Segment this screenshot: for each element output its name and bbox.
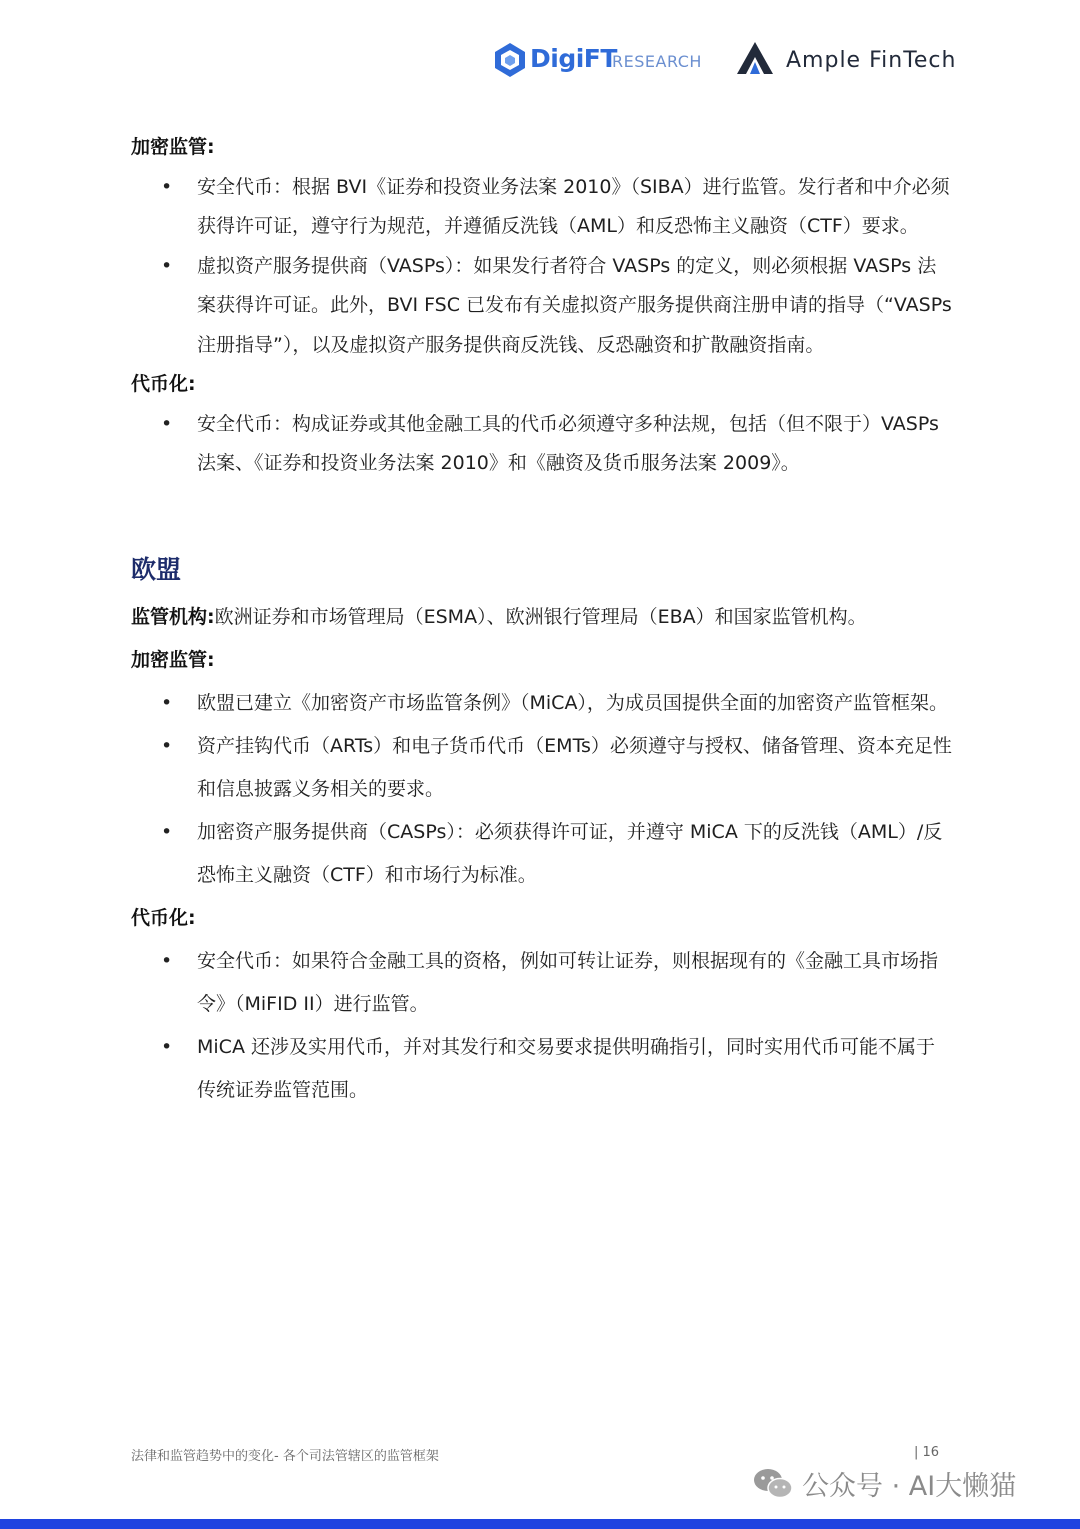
crypto-regulation-heading: 加密监管: [131, 648, 215, 671]
list-item: • 安全代币：构成证券或其他金融工具的代币必须遵守多种法规，包括（但不限于）VASPs 法案、《证券和投资业务法案 2010》和《融资及货币服务法案 2009》。 [131, 405, 953, 484]
accent-bar [0, 1519, 1080, 1529]
section-title: 欧盟 [131, 554, 182, 584]
bvi-crypto-list [131, 168, 953, 366]
bvi-token-list [131, 405, 953, 484]
regulator-label: 监管机构: [131, 605, 215, 628]
list-item: • 资产挂钩代币（ARTs）和电子货币代币（EMTs）必须遵守与授权、储备管理、资本充足性和信息披露义务相关的要求。 [131, 725, 953, 811]
list-item: • 安全代币：如果符合金融工具的资格，例如可转让证券，则根据现有的《金融工具市场指令》（MiFID II）进行监管。 [131, 940, 953, 1026]
header-logos [494, 38, 964, 88]
list-item: • 虚拟资产服务提供商（VASPs）：如果发行者符合 VASPs 的定义，则必须根据 VASPs 法案获得许可证。此外，BVI FSC 已发布有关虚拟资产服务提供商注册申请的指导（“VASPs 注册指导”），以及虚拟资产服务提供商反洗钱、反恐融资和扩散融资指南。 [131, 247, 953, 366]
page-content [131, 128, 953, 1112]
list-item: • 加密资产服务提供商（CASPs）：必须获得许可证，并遵守 MiCA 下的反洗钱（AML）/反恐怖主义融资（CTF）和市场行为标准。 [131, 811, 953, 897]
digift-logo-icon [494, 42, 526, 78]
footer-title: 法律和监管趋势中的变化- 各个司法管辖区的监管框架 [131, 1449, 439, 1464]
list-item: • 欧盟已建立《加密资产市场监管条例》（MiCA），为成员国提供全面的加密资产监管框架。 [131, 682, 953, 725]
regulator-paragraph [131, 596, 953, 639]
watermark [752, 1462, 1052, 1506]
ample-logo-text: Ample FinTech [786, 48, 957, 73]
crypto-regulation-heading: 加密监管: [131, 136, 215, 158]
eu-section [131, 550, 953, 1112]
eu-token-list [131, 940, 953, 1112]
eu-crypto-list [131, 682, 953, 897]
page-number: | 16 [914, 1445, 940, 1460]
digift-research-text: RESEARCH [612, 52, 702, 71]
watermark-text: 公众号 · AI大懒猫 [802, 1471, 1017, 1502]
tokenization-heading: 代币化: [131, 906, 196, 929]
wechat-icon [752, 1466, 794, 1500]
regulator-text: 欧洲证券和市场管理局（ESMA）、欧洲银行管理局（EBA）和国家监管机构。 [214, 605, 867, 628]
digift-logo-text: DigiFT [530, 44, 617, 73]
ample-logo-icon [736, 40, 774, 76]
list-item: • MiCA 还涉及实用代币，并对其发行和交易要求提供明确指引，同时实用代币可能不属于传统证券监管范围。 [131, 1026, 953, 1112]
bvi-section [131, 128, 953, 484]
list-item: • 安全代币：根据 BVI《证券和投资业务法案 2010》（SIBA）进行监管。发行者和中介必须获得许可证，遵守行为规范，并遵循反洗钱（AML）和反恐怖主义融资（CTF）要求。 [131, 168, 953, 247]
tokenization-heading: 代币化: [131, 373, 196, 395]
